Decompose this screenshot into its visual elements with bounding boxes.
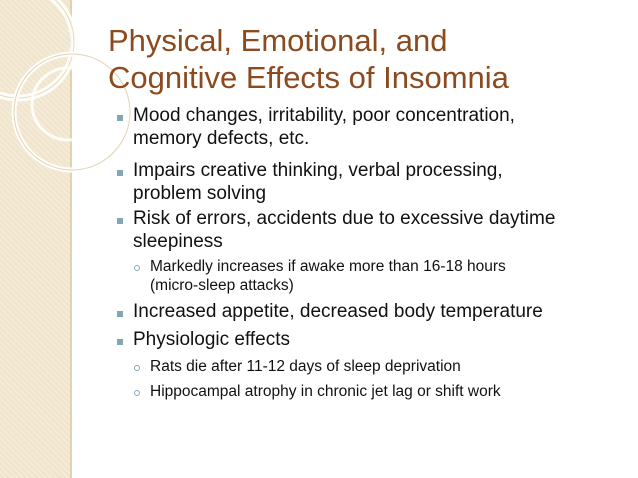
ring-bullet-icon xyxy=(134,365,140,371)
sub-bullet-item xyxy=(150,382,501,401)
title-line: Physical, Emotional, and xyxy=(108,23,448,58)
sub-bullet-line: (micro-sleep attacks) xyxy=(150,277,294,294)
bullet-line: Physiologic effects xyxy=(133,329,291,350)
sub-bullet-item xyxy=(150,357,461,376)
bullet-line: Mood changes, irritability, poor concentration, xyxy=(133,105,515,126)
square-bullet-icon xyxy=(117,115,123,121)
square-bullet-icon xyxy=(117,311,123,317)
square-bullet-icon xyxy=(117,218,123,224)
square-bullet-icon xyxy=(117,339,123,345)
bullet-item xyxy=(133,104,515,150)
bullet-line: Impairs creative thinking, verbal processing, xyxy=(133,160,503,181)
sub-bullet-line: Markedly increases if awake more than 16-18 hours xyxy=(150,258,506,275)
ring-bullet-icon xyxy=(134,390,140,396)
title-line: Cognitive Effects of Insomnia xyxy=(108,60,509,95)
square-bullet-icon xyxy=(117,170,123,176)
ring-bullet-icon xyxy=(134,265,140,271)
bullet-line: Increased appetite, decreased body temperature xyxy=(133,301,543,322)
sub-bullet-line: Rats die after 11-12 days of sleep deprivation xyxy=(150,358,461,375)
bullet-item xyxy=(133,300,543,323)
bullet-line: problem solving xyxy=(133,183,267,204)
bullet-item xyxy=(133,328,290,351)
bullet-line: Risk of errors, accidents due to excessive daytime xyxy=(133,208,556,229)
bullet-item xyxy=(133,159,503,205)
bullet-line: sleepiness xyxy=(133,231,223,252)
sub-bullet-item xyxy=(150,257,506,295)
bullet-item xyxy=(133,207,555,253)
bullet-line: memory defects, etc. xyxy=(133,128,310,149)
sub-bullet-line: Hippocampal atrophy in chronic jet lag or shift work xyxy=(150,383,501,400)
